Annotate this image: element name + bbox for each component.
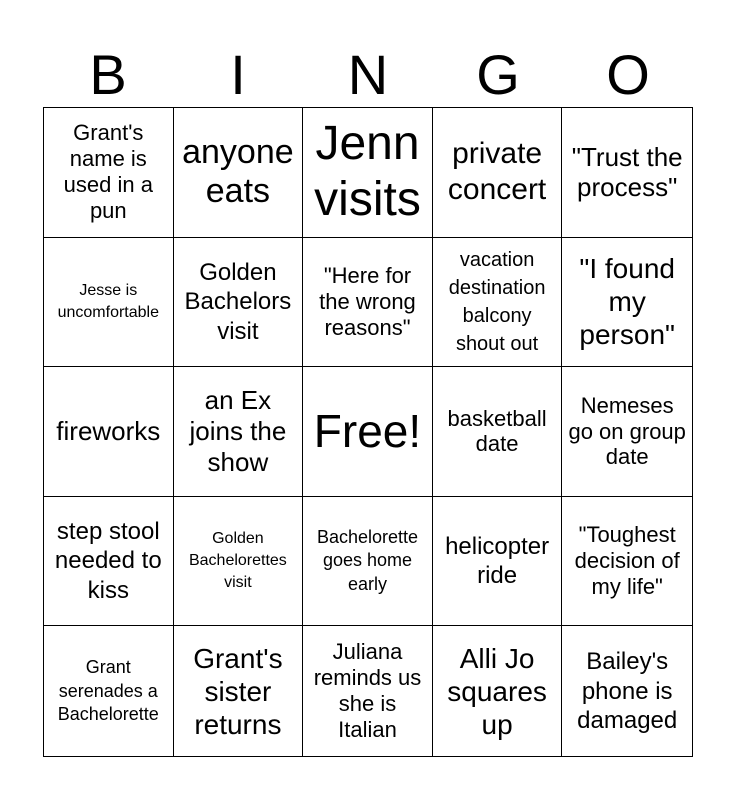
header-letter-g: G — [476, 43, 520, 106]
cell-text: "Toughest decision of my life" — [574, 522, 680, 600]
bingo-cell[interactable] — [44, 108, 174, 238]
bingo-cell[interactable] — [562, 497, 692, 627]
bingo-cell[interactable] — [174, 497, 304, 627]
cell-text: helicopter ride — [445, 532, 550, 590]
bingo-cell[interactable] — [174, 626, 304, 756]
cell-text: Golden Bachelors visit — [184, 258, 292, 345]
header-letter-n: N — [347, 43, 389, 106]
free-space[interactable] — [303, 367, 433, 497]
bingo-cell[interactable] — [433, 367, 563, 497]
header-letter-b: B — [89, 43, 127, 106]
cell-text: fireworks — [56, 416, 161, 447]
bingo-cell[interactable] — [174, 238, 304, 368]
cell-text: Bachelorette goes home early — [316, 527, 419, 594]
bingo-cell[interactable] — [303, 497, 433, 627]
cell-text: Grant's name is used in a pun — [63, 120, 153, 224]
bingo-cell[interactable] — [562, 108, 692, 238]
cell-text: Juliana reminds us she is Italian — [313, 639, 422, 743]
header-letter-i: I — [230, 43, 246, 106]
cell-text: step stool needed to kiss — [54, 518, 162, 604]
header-letter-o: O — [606, 43, 650, 106]
bingo-header — [43, 44, 693, 106]
cell-text: Alli Jo squares up — [447, 642, 547, 740]
bingo-cell[interactable] — [174, 108, 304, 238]
cell-text: "Here for the wrong reasons" — [319, 262, 416, 340]
bingo-cell[interactable] — [562, 238, 692, 368]
bingo-cell[interactable] — [562, 367, 692, 497]
cell-text: private concert — [447, 137, 547, 207]
cell-text: basketball date — [447, 405, 547, 457]
bingo-cell[interactable] — [562, 626, 692, 756]
cell-text: vacation destination balcony shout out — [448, 248, 546, 355]
bingo-board — [43, 107, 693, 757]
cell-text: "Trust the process" — [571, 141, 683, 203]
cell-text: anyone eats — [182, 133, 294, 211]
bingo-cell[interactable] — [44, 497, 174, 627]
bingo-cell[interactable] — [44, 626, 174, 756]
bingo-cell[interactable] — [433, 626, 563, 756]
bingo-cell[interactable] — [433, 497, 563, 627]
cell-text: an Ex joins the show — [189, 385, 287, 477]
bingo-cell[interactable] — [433, 108, 563, 238]
cell-text: Grant's sister returns — [193, 642, 283, 740]
cell-text: Nemeses go on group date — [568, 392, 686, 470]
cell-text: "I found my person" — [579, 253, 675, 351]
bingo-cell[interactable] — [303, 238, 433, 368]
bingo-cell[interactable] — [44, 238, 174, 368]
cell-text: Bailey's phone is damaged — [577, 648, 678, 734]
bingo-cell[interactable] — [433, 238, 563, 368]
bingo-cell[interactable] — [44, 367, 174, 497]
cell-text: Jenn visits — [314, 116, 421, 227]
cell-text: Grant serenades a Bachelorette — [57, 657, 159, 724]
bingo-cell[interactable] — [174, 367, 304, 497]
bingo-cell[interactable] — [303, 626, 433, 756]
cell-text: Jesse is uncomfortable — [57, 281, 159, 321]
cell-text: Golden Bachelorettes visit — [188, 529, 287, 592]
bingo-cell[interactable] — [303, 108, 433, 238]
cell-text: Free! — [313, 405, 422, 458]
